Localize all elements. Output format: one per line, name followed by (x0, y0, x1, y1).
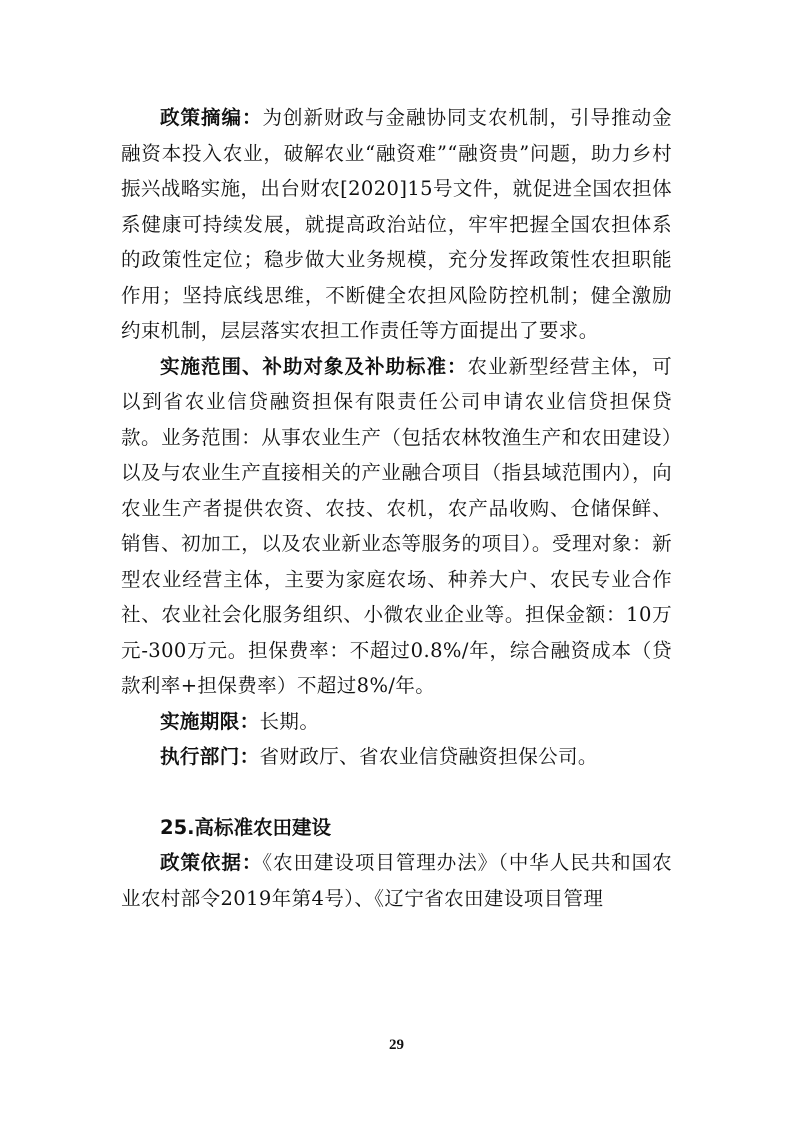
scope-lead: 实施范围、补助对象及补助标准： (160, 354, 468, 378)
section-spacer (121, 775, 672, 810)
page-number: 29 (389, 1037, 404, 1053)
department-lead: 执行部门： (160, 745, 260, 768)
period-text: 长期。 (259, 709, 320, 733)
policy-basis-text: 《农田建设项目管理办法》（中华人民共和国农业农村部令2019年第4号）、《辽宁省农田建设项目管理 (121, 851, 672, 910)
scope-text: 农业新型经营主体，可以到省农业信贷融资担保有限责任公司申请农业信贷担保贷款。业务范围：从事农业生产（包括农林牧渔生产和农田建设）以及与农业生产直接相关的产业融合项目（指县域范围内），向农业生产者提供农资、农技、农机，农产品收购、仓储保鲜、销售、初加工，以及农业新业态等服务的项目）。受理对象：新型农业经营主体，主要为家庭农场、种养大户、农民专业合作社、农业社会化服务组织、小微农业企业等。担保金额：10万元-300万元。担保费率：不超过0.8%/年，综合融资成本（贷款利率+担保费率）不超过8%/年。 (121, 354, 672, 697)
page-content (121, 100, 672, 916)
period-paragraph (121, 704, 672, 740)
department-text: 省财政厅、省农业信贷融资担保公司。 (259, 745, 598, 768)
policy-summary-paragraph (121, 100, 672, 349)
policy-basis-lead: 政策依据： (160, 851, 263, 874)
department-paragraph (121, 739, 672, 775)
scope-paragraph (121, 349, 672, 704)
section-heading: 25.高标准农田建设 (160, 815, 332, 839)
policy-summary-text: 为创新财政与金融协同支农机制，引导推动金融资本投入农业，破解农业“融资难”“融资贵”问题，助力乡村振兴战略实施，出台财农[2020]15号文件，就促进全国农担体系健康可持续发展，就提高政治站位，牢牢把握全国农担体系的政策性定位；稳步做大业务规模，充分发挥政策性农担职能作用；坚持底线思维，不断健全农担风险防控机制；健全激励约束机制，层层落实农担工作责任等方面提出了要求。 (121, 106, 672, 342)
policy-summary-lead: 政策摘编： (160, 106, 263, 129)
policy-basis-paragraph (121, 845, 672, 916)
period-lead: 实施期限： (160, 709, 260, 733)
